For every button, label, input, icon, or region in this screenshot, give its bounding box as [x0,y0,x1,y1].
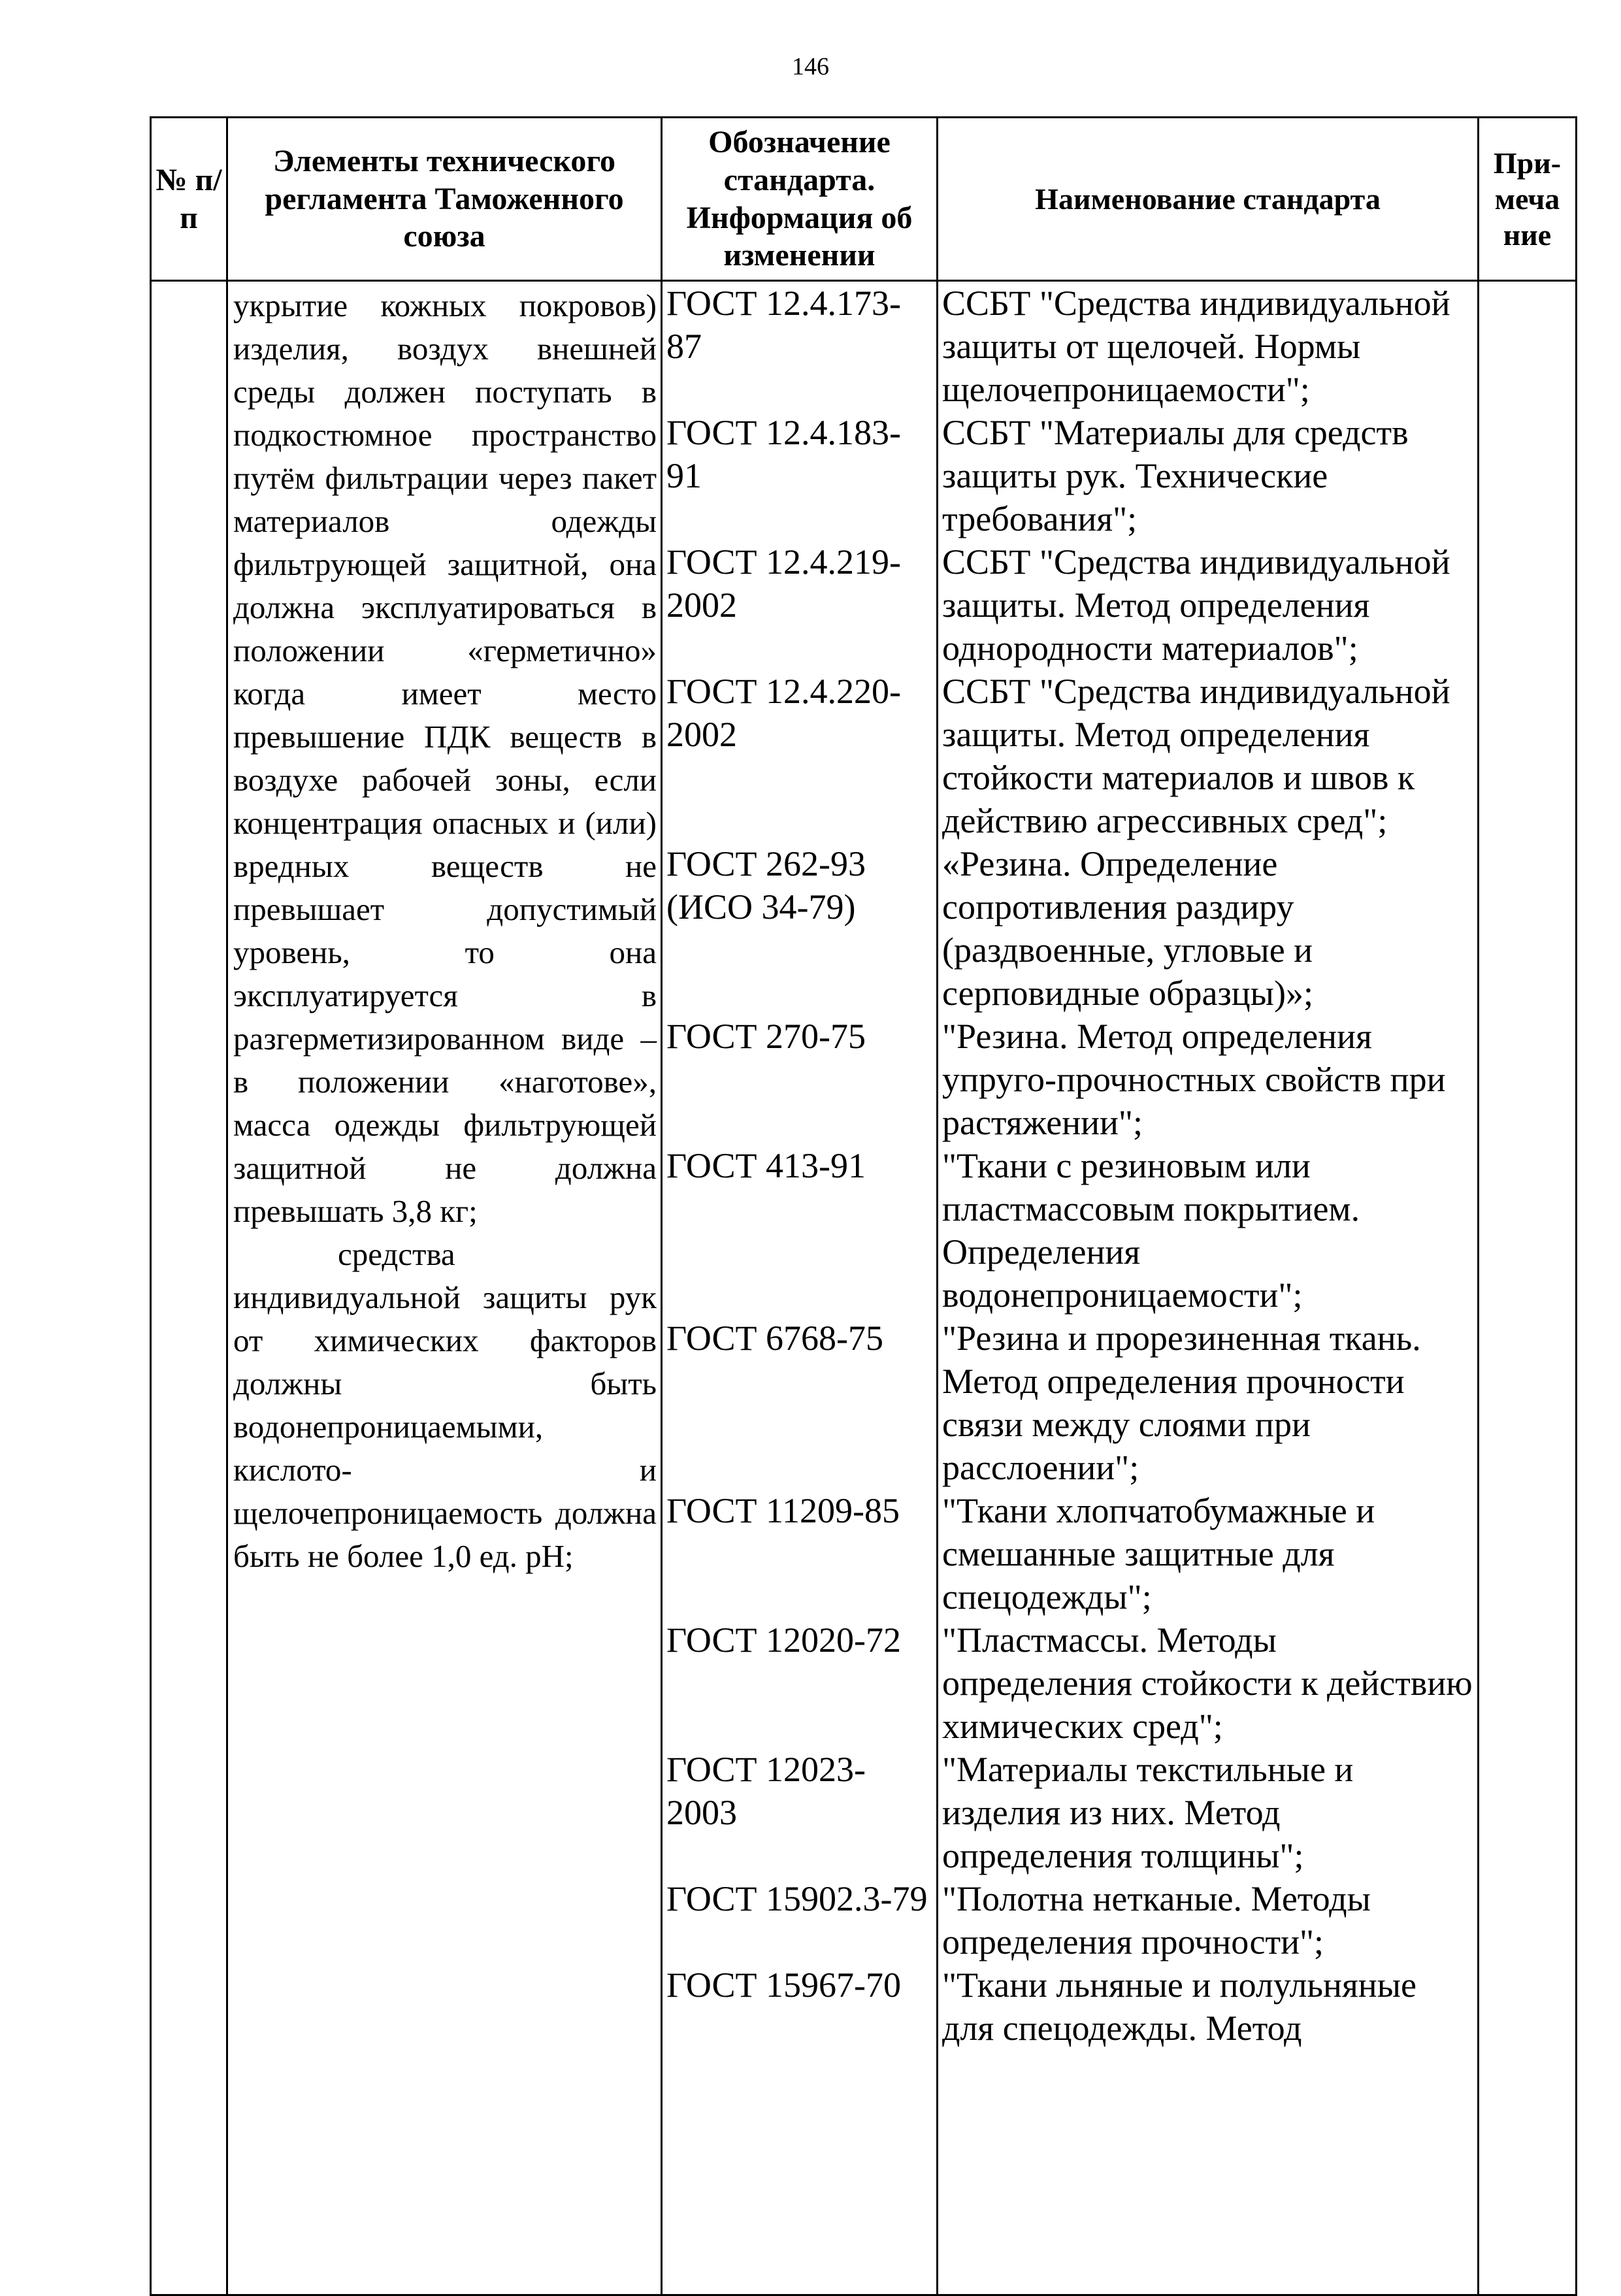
standard-code: ГОСТ 12.4.220-2002 [666,672,902,754]
cell-names [938,281,1479,2295]
standard-code: ГОСТ 6768-75 [666,1319,884,1358]
elements-paragraph: средства индивидуальной защиты рук от химических факторов должны быть водонепроницаемыми, кислото- и щелочепроницаемость должна быть не более 1,0 ед. рН; [233,1236,657,1574]
cell-elements [227,281,662,2295]
header-num: № п/п [151,118,227,281]
cell-note [1479,281,1577,2295]
standard-name: "Резина и прорезиненная ткань. Метод определения прочности связи между слоями при расслоении"; [942,1319,1421,1487]
standard-code: ГОСТ 12.4.183-91 [666,413,902,495]
header-note: При-меча ние [1479,118,1577,281]
table-row [151,281,1577,2295]
page-number: 146 [792,53,829,80]
elements-paragraph: укрытие кожных покровов) изделия, воздух внешней среды должен поступать в подкостюмное пространство путём фильтрации через пакет материалов одежды фильтрующей защитной, она должна эксплуатироваться в положении «герметично» когда имеет место превышение ПДК веществ в воздухе рабочей зоны, если концентрация опасных и (или) вредных веществ не превышает допустимый уровень, то она эксплуатируется в разгерметизированном виде – в положении «наготове», масса одежды фильтрующей защитной не должна превышать 3,8 кг; [233,287,657,1229]
standard-code: ГОСТ 262-93 (ИСО 34-79) [666,844,866,927]
standard-name: "Полотна нетканые. Методы определения прочности"; [942,1879,1371,1961]
standard-name: "Пластмассы. Методы определения стойкости к действию химических сред"; [942,1620,1473,1746]
standard-code: ГОСТ 15902.3-79 [666,1879,928,1918]
standard-code: ГОСТ 12.4.173-87 [666,284,902,366]
standard-code: ГОСТ 270-75 [666,1017,866,1056]
standard-code: ГОСТ 15967-70 [666,1965,902,2005]
standard-name: "Материалы текстильные и изделия из них. Метод определения толщины"; [942,1750,1354,1875]
standard-name: ССБТ "Средства индивидуальной защиты. Метод определения стойкости материалов и швов к действию агрессивных сред"; [942,672,1450,840]
standard-name: "Ткани хлопчатобумажные и смешанные защитные для спецодежды"; [942,1491,1375,1616]
standard-name: «Резина. Определение сопротивления раздиру (раздвоенные, угловые и серповидные образцы)»; [942,844,1313,1013]
standard-name: ССБТ "Средства индивидуальной защиты от щелочей. Нормы щелочепроницаемости"; [942,284,1450,409]
standard-name: ССБТ "Средства индивидуальной защиты. Метод определения однородности материалов"; [942,542,1450,668]
standard-code: ГОСТ 12.4.219-2002 [666,542,902,625]
standard-name: "Резина. Метод определения упруго-прочностных свойств при растяжении"; [942,1017,1446,1142]
standard-code: ГОСТ 12020-72 [666,1620,902,1660]
standard-code: ГОСТ 12023-2003 [666,1750,866,1832]
standard-code: ГОСТ 413-91 [666,1146,866,1185]
standard-name: "Ткани с резиновым или пластмассовым покрытием. Определения водонепроницаемости"; [942,1146,1360,1315]
standard-name: "Ткани льняные и полульняные для спецодежды. Метод [942,1965,1416,2048]
header-designation: Обозначение стандарта. Информация об изменении [662,118,938,281]
header-name: Наименование стандарта [938,118,1479,281]
standard-code: ГОСТ 11209-85 [666,1491,900,1530]
standard-name: ССБТ "Материалы для средств защиты рук. Технические требования"; [942,413,1409,538]
cell-num [151,281,227,2295]
header-elements: Элементы технического регламента Таможенного союза [227,118,662,281]
cell-designations [662,281,938,2295]
table-header-row [151,118,1577,281]
standards-table [150,116,1577,2296]
